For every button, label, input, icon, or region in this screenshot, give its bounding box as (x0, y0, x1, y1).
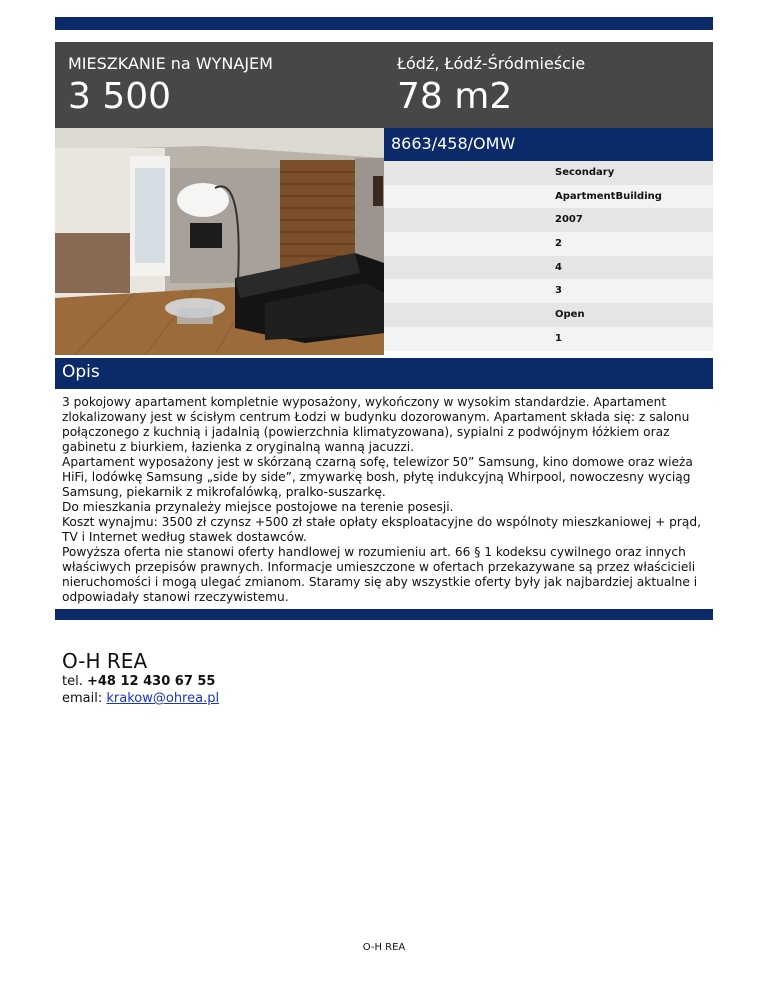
area: 78 m2 (397, 76, 513, 117)
detail-building-type: ApartmentBuilding (384, 185, 713, 209)
detail-market: Secondary (384, 161, 713, 185)
detail-value-8: 1 (384, 327, 713, 351)
detail-rooms: 3 (384, 279, 713, 303)
description-paragraph: 3 pokojowy apartament kompletnie wyposażony, wykończony w wysokim standardzie. Apartament zlokalizowany jest w ścisłym centrum Łodzi w budynku dozorowanym. Apartament składa się: z salonu połączonego z kuchnią i jadalnią (powierzchnia klimatyzowana), sypialni z podwójnym łóżkiem oraz gabinetu z biurkiem, łazienka z oryginalną wanną jacuzzi. (62, 395, 690, 454)
description-paragraph: Do mieszkania przynależy miejsce postojowe na terenie posesji. (62, 500, 454, 514)
property-photo (55, 128, 384, 355)
phone-line (62, 673, 219, 690)
description-text (62, 395, 712, 605)
footer-text: O-H REA (362, 942, 406, 953)
description-heading-bar (55, 358, 713, 389)
price: 3 500 (68, 76, 172, 117)
reference-number: 8663/458/OMW (391, 134, 516, 153)
email-link[interactable]: krakow@ohrea.pl (106, 691, 220, 706)
detail-year: 2007 (384, 208, 713, 232)
details-table (384, 161, 713, 351)
bottom-accent-bar (55, 609, 713, 620)
email-line (62, 690, 219, 707)
reference-bar (384, 128, 713, 161)
detail-value-4: 2 (384, 232, 713, 256)
phone-label: tel. (62, 674, 83, 689)
detail-kitchen: Open (384, 303, 713, 327)
location: Łódź, Łódź-Śródmieście (397, 54, 586, 73)
offer-header (55, 42, 713, 128)
agency-contact (62, 649, 219, 707)
offer-type: MIESZKANIE na WYNAJEM (68, 54, 273, 73)
detail-value-5: 4 (384, 256, 713, 280)
description-paragraph: Powyższa oferta nie stanowi oferty handlowej w rozumieniu art. 66 § 1 kodeksu cywilnego oraz innych właściwych przepisów prawnych. Informacje umieszczone w ofertach przekazywane są przez właścicieli nieruchomości i mogą ulegać zmianom. Staramy się aby wszystkie oferty były jak najbardziej aktualne i odpowiadały stanowi rzeczywistemu. (62, 545, 698, 604)
top-accent-bar (55, 17, 713, 30)
description-paragraph: Apartament wyposażony jest w skórzaną czarną sofę, telewizor 50” Samsung, kino domowe oraz wieża HiFi, lodówkę Samsung „side by side”, zmywarkę bosh, płytę indukcyjną Whirpool, nowoczesny wyciąg Samsung, piekarnik z mikrofalówką, pralko-suszarkę. (62, 455, 693, 499)
agency-name: O-H REA (62, 649, 148, 673)
description-paragraph: Koszt wynajmu: 3500 zł czynsz +500 zł stałe opłaty eksploatacyjne do wspólnoty mieszkaniowej + prąd, TV i Internet według stawek dostawców. (62, 515, 701, 544)
description-heading: Opis (62, 362, 100, 382)
phone-number: +48 12 430 67 55 (86, 674, 216, 689)
email-label: email: (62, 691, 103, 706)
